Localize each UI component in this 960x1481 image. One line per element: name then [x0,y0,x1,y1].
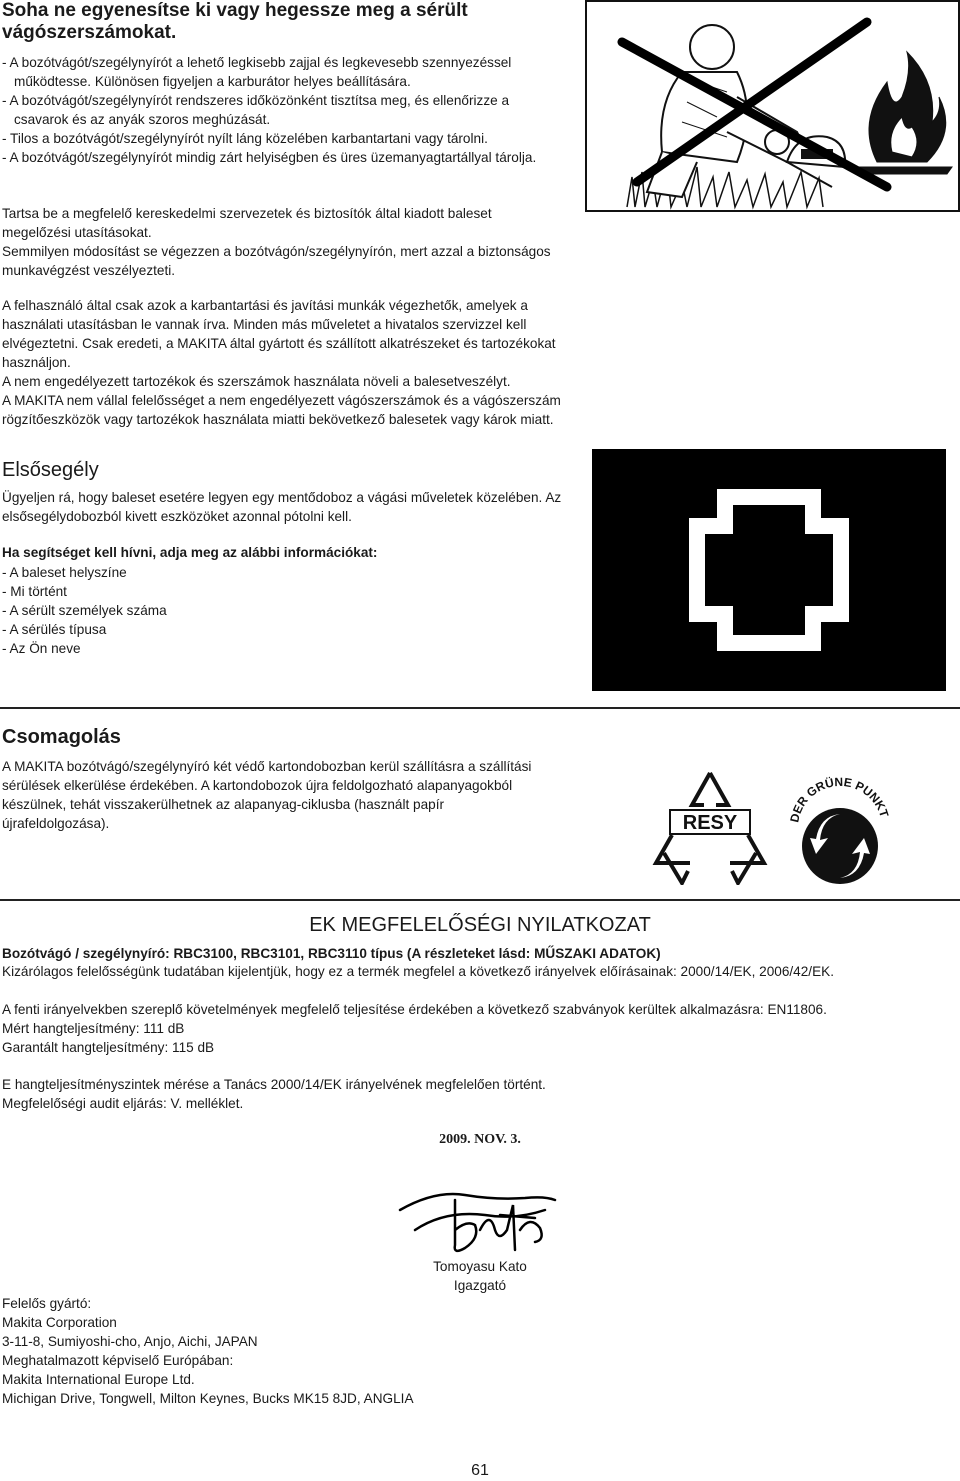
no-open-flame-illustration [585,0,960,212]
worker-flame-icon [587,2,958,210]
manufacturer-label: Felelős gyártó: [2,1296,92,1311]
product-line: Bozótvágó / szegélynyíró: RBC3100, RBC3101, RBC3110 típus (A részleteket lásd: MŰSZAKI ADATOK) [2,946,661,961]
manufacturer-block [2,1294,602,1408]
signature [395,1170,565,1260]
help-info-list [2,563,402,658]
eu-rep-name: Makita International Europe Ltd. [2,1372,195,1387]
paragraph: Tartsa be a megfelelő kereskedelmi szervezetek és biztosítók által kiadott baleset megelőzési utasításokat. [2,206,492,240]
bullet-item: - A bozótvágót/szegélynyírót a lehető legkisebb zajjal és legkevesebb szennyezéssel működtesse. Különösen figyeljen a karburátor helyes beállítására. [2,55,512,89]
recycle-icon [650,765,770,885]
gruene-punkt-label: DER GRÜNE PUNKT [787,774,892,824]
audit-line: Megfelelőségi audit eljárás: V. melléklet. [2,1096,244,1111]
first-aid-heading: Elsősegély [2,459,99,481]
list-item: - Mi történt [2,584,67,599]
standards-line: A fenti irányelvekben szereplő követelmények megfelelő teljesítése érdekében a következő szabványok kerültek alkalmazásra: EN11806. [2,1002,827,1017]
green-dot-icon [780,768,900,888]
bullet-item: - A bozótvágót/szegélynyírót rendszeres időközönként tisztítsa meg, és ellenőrizze a csavarok és az anyák szoros meghúzását. [2,93,510,127]
ek-title: EK MEGFELELŐSÉGI NYILATKOZAT [309,914,651,936]
eu-rep-label: Meghatalmazott képviselő Európában: [2,1353,234,1368]
first-aid-text: Ügyeljen rá, hogy baleset esetére legyen egy mentődoboz a vágási műveletek közelében. Az elsősegélydobozból kivett eszközöket azonnal pótolni kell. [2,490,562,524]
gruene-punkt-logo [780,768,900,888]
paragraph: A nem engedélyezett tartozékok és szerszámok használata növeli a balesetveszélyt. [2,374,511,389]
paragraph: A MAKITA nem vállal felelősséget a nem engedélyezett vágószerszámok és a vágószerszám rögzítőeszközök vagy tartozékok használata miatti bekövetkező balesetek vagy károk miatt. [2,393,561,427]
list-item: - Az Ön neve [2,641,81,656]
signer-name: Tomoyasu Kato [433,1259,527,1274]
signer-position: Igazgató [453,1278,507,1293]
page-number: 61 [471,1462,489,1479]
directive-line: Kizárólagos felelősségünk tudatában kijelentjük, hogy ez a termék megfelel a következő irányelvek előírásainak: 2000/14/EK, 2006/42/EK. [2,964,834,979]
paragraph: A felhasználó által csak azok a karbantartási és javítási munkák végezhetők, amelyek a használati utasításban le vannak írva. Minden más műveletet a hivatalos szervizzel kell elvégeztetni. Csak eredeti, a MAKITA által gyártott és szállított alkatrészeket és tartozékokat használjon. [2,298,556,370]
eu-rep-address: Michigan Drive, Tongwell, Milton Keynes, Bucks MK15 8JD, ANGLIA [2,1391,414,1406]
resy-logo [650,765,770,885]
paragraph: Semmilyen módosítást se végezzen a bozótvágón/szegélynyírón, mert azzal a biztonságos munkavégzést veszélyezteti. [2,244,551,278]
packaging-heading: Csomagolás [2,726,121,748]
guaranteed-sound: Garantált hangteljesítmény: 115 dB [2,1040,215,1055]
measured-sound: Mért hangteljesítmény: 111 dB [2,1021,185,1036]
bullet-item: - Tilos a bozótvágót/szegélynyírót nyílt láng közelében karbantartani vagy tárolni. [2,131,488,146]
signature-icon [395,1170,565,1260]
packaging-text: A MAKITA bozótvágó/szegélynyíró két védő kartondobozban kerül szállításra a szállítási sérülések elkerülése érdekében. A kartondobozok újra feldolgozható alapanyagokból készülnek, tehát visszakerülhetnek az alapanyag-ciklusba (használt papír újrafeldolgozása). [2,759,532,831]
divider [0,899,960,901]
list-item: - A baleset helyszíne [2,565,127,580]
bullet-item: - A bozótvágót/szegélynyírót mindig zárt helyiségben és üres üzemanyagtartállyal tárolja. [2,150,537,165]
prevention-text [2,204,562,280]
maintenance-bullets [2,53,562,167]
divider [0,707,960,709]
help-info-heading: Ha segítséget kell hívni, adja meg az alábbi információkat: [2,545,378,560]
manufacturer-name: Makita Corporation [2,1315,117,1330]
measurement-line: E hangteljesítményszintek mérése a Tanács 2000/14/EK irányelvének megfelelően történt. [2,1077,546,1092]
resy-label: RESY [682,812,738,834]
list-item: - A sérült személyek száma [2,603,167,618]
repair-text [2,296,562,429]
manufacturer-address: 3-11-8, Sumiyoshi-cho, Anjo, Aichi, JAPAN [2,1334,258,1349]
declaration-date: 2009. NOV. 3. [439,1132,521,1147]
first-aid-symbol [592,449,946,691]
cross-inner-horizontal [705,534,833,606]
list-item: - A sérülés típusa [2,622,107,637]
section-heading: Soha ne egyenesítse ki vagy hegessze meg a sérült vágószerszámokat. [2,0,468,43]
